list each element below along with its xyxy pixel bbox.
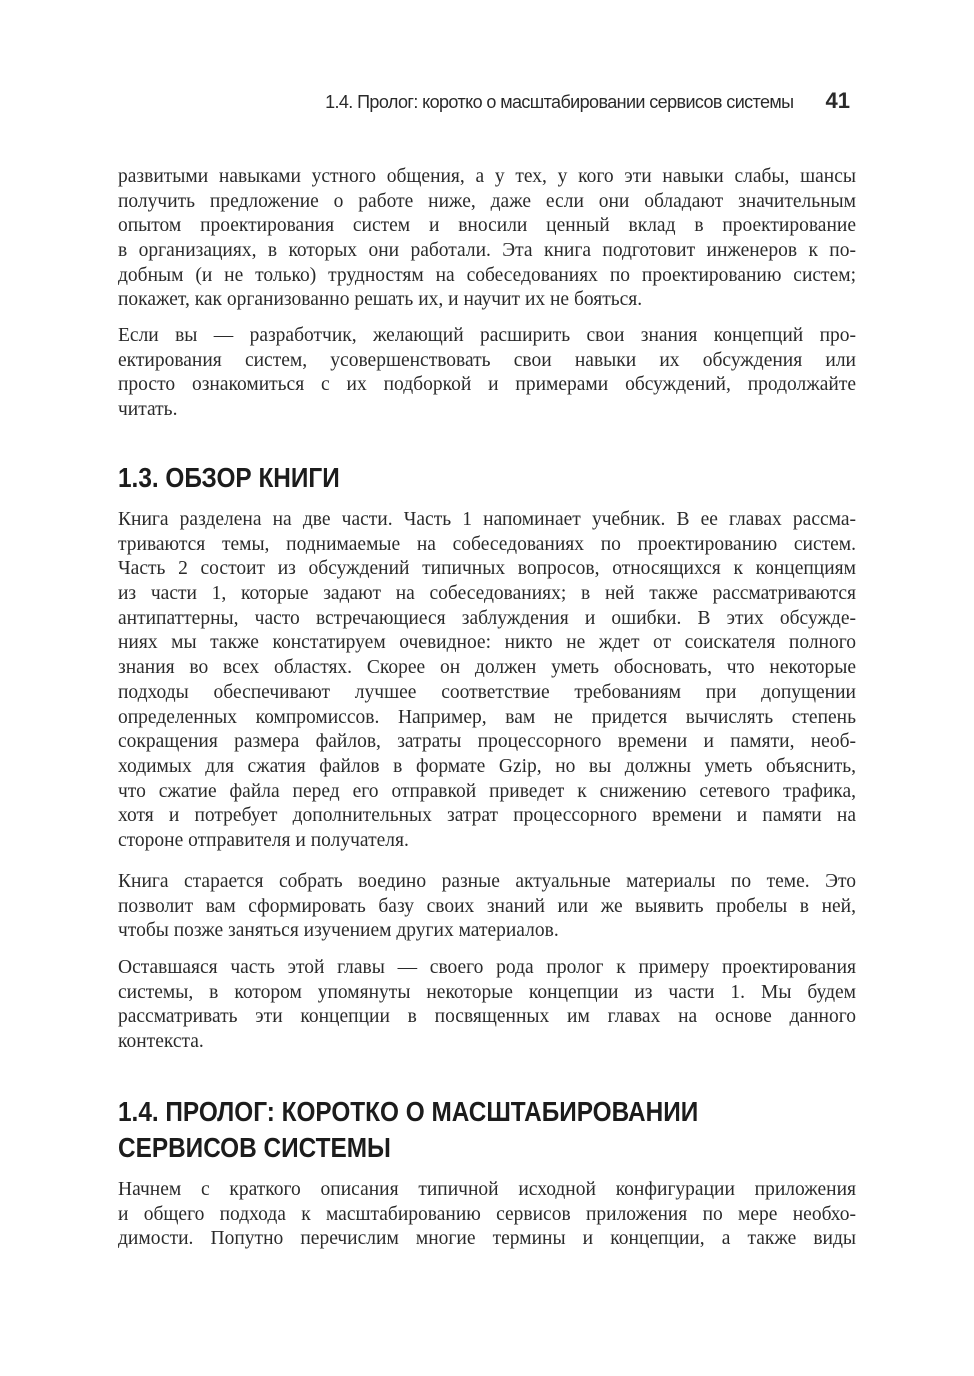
text-line: Начнем с краткого описания типичной исходной конфигурации приложения <box>118 1179 856 1200</box>
text-line: Оставшаяся часть этой главы — своего рода пролог к примеру проектирования <box>118 957 856 978</box>
paragraph <box>118 870 856 944</box>
text-line: подходы обеспечивают лучшее соответствие требованиям при допущении <box>118 681 856 703</box>
text-line: триваются темы, поднимаемые на собеседованиях по проектированию систем. <box>118 533 856 555</box>
section-heading <box>118 460 340 496</box>
text-line: опытом проектирования систем и вносили ценный вклад в проектирование <box>118 215 856 237</box>
text-line: определенных компромиссов. Например, вам не придется вычислять степень <box>118 706 856 728</box>
section-heading <box>118 1094 698 1166</box>
text-line: в организациях, в которых они работали. Эта книга подготовит инженеров к по- <box>118 240 856 262</box>
text-line: ходимых для сжатия файлов в формате Gzip, но вы должны уметь объяснить, <box>118 755 856 777</box>
text-line: развитыми навыками устного общения, а у тех, у кого эти навыки слабы, шансы <box>118 166 856 187</box>
paragraph <box>118 1178 856 1252</box>
text-line: из части 1, которые задают на собеседованиях; в ней также рассматриваются <box>118 583 856 605</box>
text-line: просто ознакомиться с их подборкой и примерами обсуждений, продолжайте <box>118 374 856 396</box>
text-line: ектирования систем, усовершенствовать свои навыки их обсуждения или <box>118 349 856 371</box>
text-line: знания во всех областях. Скорее он должен уметь обосновать, что некоторые <box>118 657 856 679</box>
text-line: Книга разделена на две части. Часть 1 напоминает учебник. В ее главах рассма- <box>118 509 856 530</box>
text-line: Книга старается собрать воедино разные актуальные материалы по теме. Это <box>118 871 856 892</box>
text-line: получить предложение о работе ниже, даже если они обладают значительным <box>118 190 856 212</box>
text-line: читать. <box>118 399 178 421</box>
text-line: чтобы позже заняться изучением других материалов. <box>118 920 559 942</box>
heading-line: 1.3. ОБЗОР КНИГИ <box>118 462 340 493</box>
paragraph <box>118 165 856 313</box>
text-line: антипаттерны, часто встречающиеся заблуждения и ошибки. В этих обсужде- <box>118 607 856 629</box>
text-line: контекста. <box>118 1031 204 1053</box>
paragraph <box>118 508 856 854</box>
text-line: сокращения размера файлов, затраты процессорного времени и памяти, необ- <box>118 731 856 753</box>
text-line: и общего подхода к масштабированию сервисов приложения по мере необхо- <box>118 1203 856 1225</box>
text-line: добным (и не только) трудностям на собеседованиях по проектированию систем; <box>118 264 856 286</box>
text-line: Если вы — разработчик, желающий расширить свои знания концепций про- <box>118 325 856 346</box>
text-line: позволит вам сформировать базу своих знаний или же выявить пробелы в ней, <box>118 895 856 917</box>
text-line: ниях мы также констатируем очевидное: никто не ждет от соискателя полного <box>118 632 856 654</box>
running-title: 1.4. Пролог: коротко о масштабировании сервисов системы <box>325 92 794 112</box>
heading-line: СЕРВИСОВ СИСТЕМЫ <box>118 1132 391 1163</box>
page-number: 41 <box>825 88 850 113</box>
text-line: рассматривать эти концепции в посвященных им главах на основе данного <box>118 1006 856 1028</box>
text-line: хотя и потребует дополнительных затрат процессорного времени и памяти на <box>118 805 856 827</box>
paragraph <box>118 324 856 423</box>
text-line: димости. Попутно перечислим многие термины и концепции, а также виды <box>118 1228 856 1250</box>
text-line: стороне отправителя и получателя. <box>118 829 409 851</box>
text-line: что сжатие файла перед его отправкой приведет к снижению сетевого трафика, <box>118 780 856 802</box>
text-line: Часть 2 состоит из обсуждений типичных вопросов, относящихся к концепциям <box>118 558 856 580</box>
text-line: системы, в котором упомянуты некоторые концепции из части 1. Мы будем <box>118 981 856 1003</box>
running-header <box>250 88 850 118</box>
heading-line: 1.4. ПРОЛОГ: КОРОТКО О МАСШТАБИРОВАНИИ <box>118 1096 699 1127</box>
paragraph <box>118 956 856 1055</box>
text-line: покажет, как организованно решать их, и научит их не бояться. <box>118 289 643 311</box>
